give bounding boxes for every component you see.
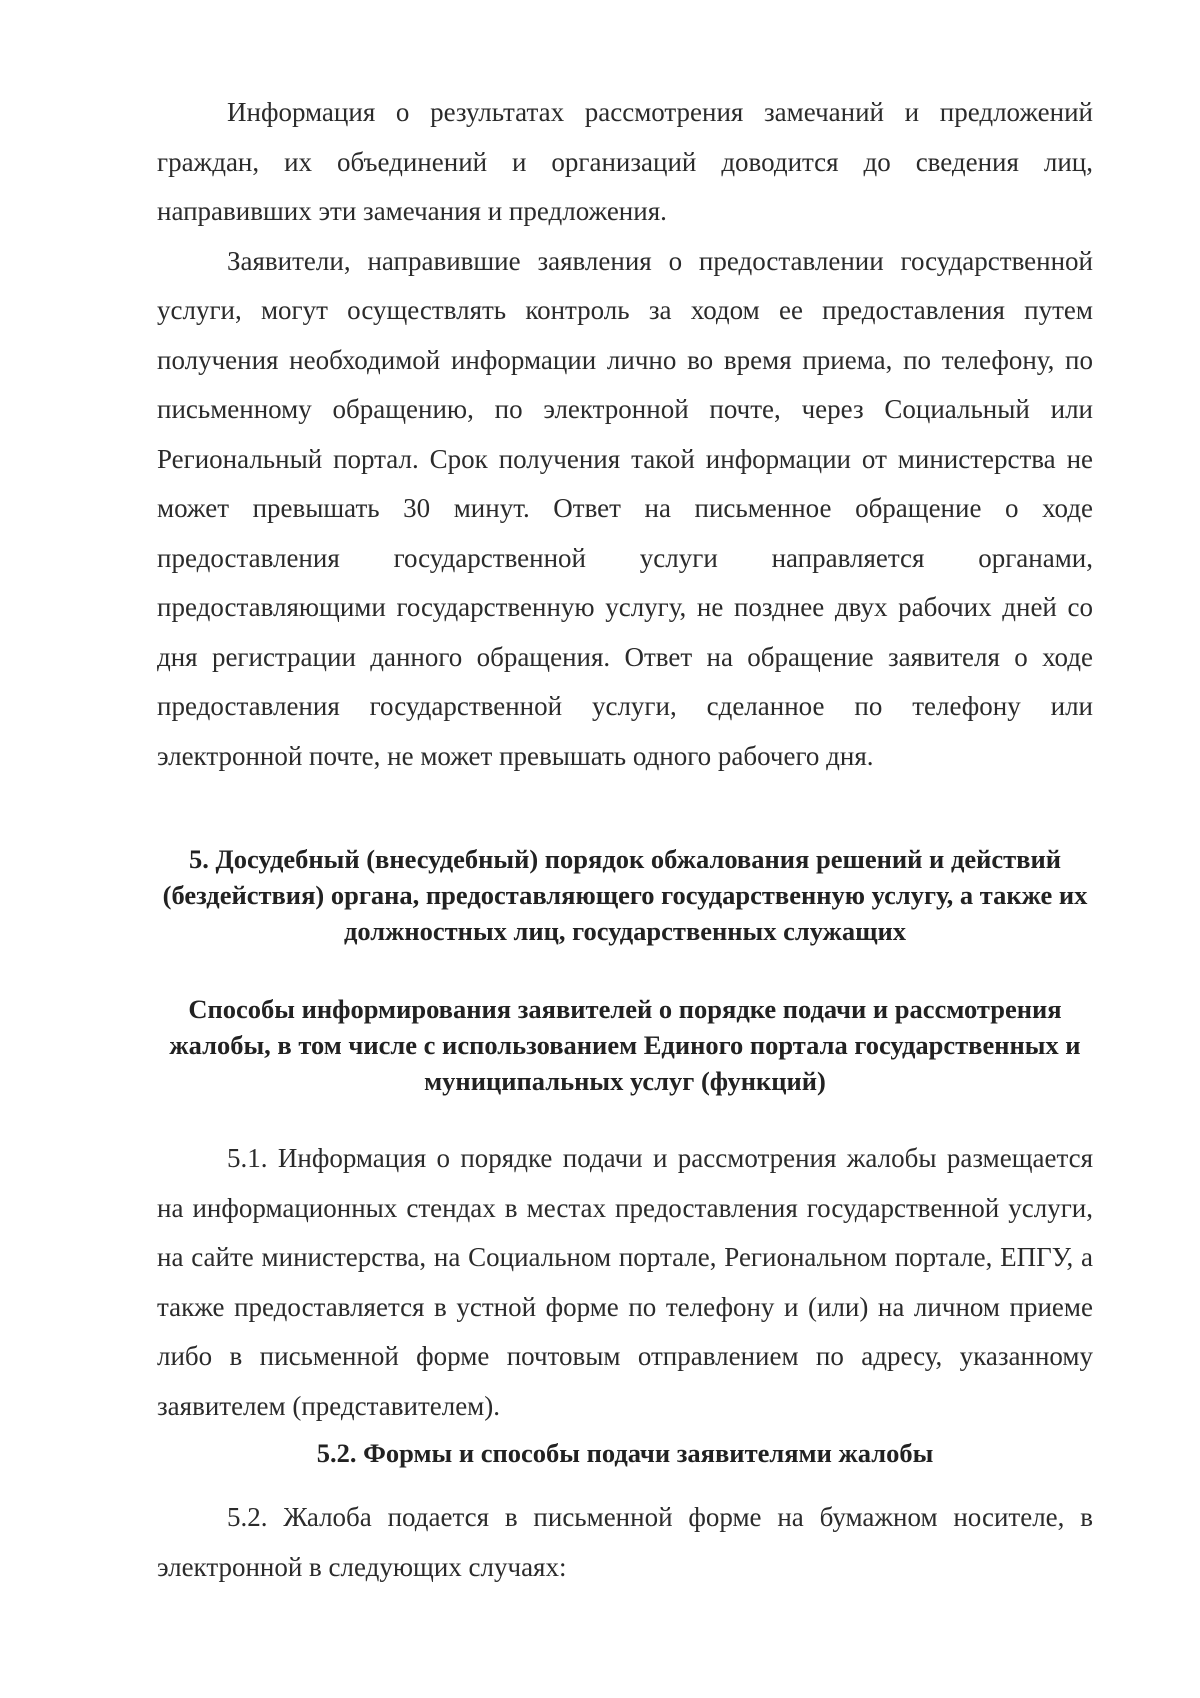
section-5-heading: 5. Досудебный (внесудебный) порядок обжалования решений и действий (бездействия) органа, предоставляющего государственную услугу, а также их должностных лиц, государственных служащих	[162, 844, 1088, 946]
subsection-informing-heading: Способы информирования заявителей о порядке подачи и рассмотрения жалобы, в том числе с использованием Единого портала государственных и муниципальных услуг (функций)	[169, 994, 1081, 1096]
document-page	[157, 88, 1093, 1592]
paragraph-results-info: Информация о результатах рассмотрения замечаний и предложений граждан, их объединений и организаций доводится до сведения лиц, направивших эти замечания и предложения.	[157, 97, 1093, 226]
paragraph-applicant-control: Заявители, направившие заявления о предоставлении государственной услуги, могут осуществлять контроль за ходом ее предоставления путем получения необходимой информации лично во время приема, по телефону, по письменному обращению, по электронной почте, через Социальный или Региональный портал. Срок получения такой информации от министерства не может превышать 30 минут. Ответ на письменное обращение о ходе предоставления государственной услуги направляется органами, предоставляющими государственную услугу, не позднее двух рабочих дней со дня регистрации данного обращения. Ответ на обращение заявителя о ходе предоставления государственной услуги, сделанное по телефону или электронной почте, не может превышать одного рабочего дня.	[157, 245, 1093, 771]
subsection-5-2-heading: 5.2. Формы и способы подачи заявителями жалобы	[316, 1438, 934, 1468]
paragraph-5-1: 5.1. Информация о порядке подачи и рассмотрения жалобы размещается на информационных стендах в местах предоставления государственной услуги, на сайте министерства, на Социальном портале, Региональном портале, ЕПГУ, а также предоставляется в устной форме по телефону и (или) на личном приеме либо в письменной форме почтовым отправлением по адресу, указанному заявителем (представителем).	[157, 1143, 1093, 1421]
paragraph-5-2: 5.2. Жалоба подается в письменной форме на бумажном носителе, в электронной в следующих случаях:	[157, 1502, 1093, 1582]
